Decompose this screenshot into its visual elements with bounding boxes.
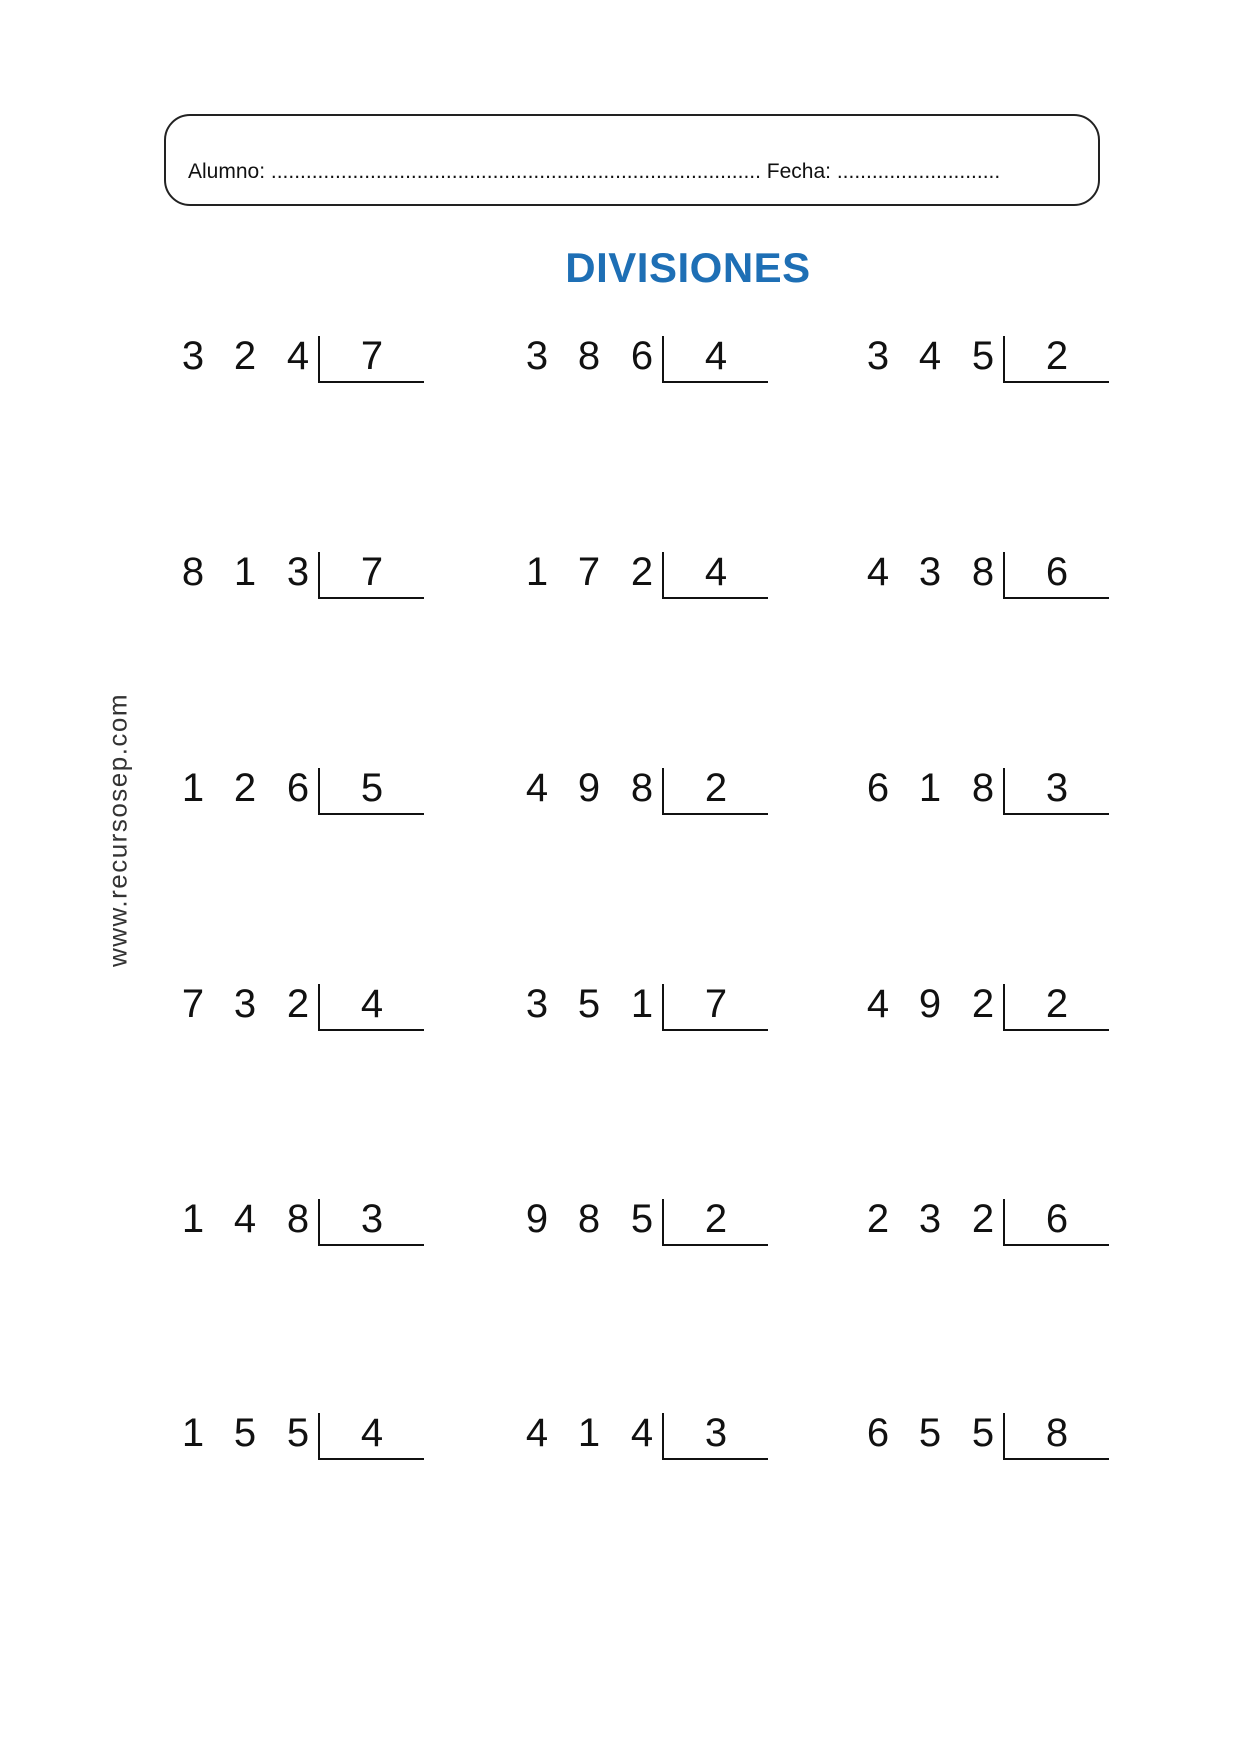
dividend-digit: 1 xyxy=(181,766,205,810)
divisor: 2 xyxy=(704,1197,728,1241)
dividend-digit: 3 xyxy=(918,1197,942,1241)
divisor: 2 xyxy=(704,766,728,810)
division-bracket xyxy=(1003,336,1109,383)
dividend-digit: 1 xyxy=(233,550,257,594)
dividend-digit: 3 xyxy=(525,334,549,378)
dividend-digit: 8 xyxy=(286,1197,310,1241)
dividend-digit: 1 xyxy=(181,1197,205,1241)
division-bracket xyxy=(662,552,768,599)
dividend-digit: 3 xyxy=(286,550,310,594)
divisor: 7 xyxy=(704,982,728,1026)
dividend-digit: 4 xyxy=(525,1411,549,1455)
dividend-digit: 2 xyxy=(286,982,310,1026)
division-problem xyxy=(863,978,1133,1038)
dividend-digit: 5 xyxy=(971,334,995,378)
dividend-digit: 1 xyxy=(918,766,942,810)
dividend-digit: 5 xyxy=(233,1411,257,1455)
division-bracket xyxy=(318,1199,424,1246)
student-date-line: Alumno: .................................................................................... Fecha: ............................ xyxy=(188,160,1001,183)
divisor: 2 xyxy=(1045,334,1069,378)
division-problem xyxy=(863,762,1133,822)
divisor: 4 xyxy=(360,982,384,1026)
division-bracket xyxy=(662,1199,768,1246)
dividend-digit: 5 xyxy=(971,1411,995,1455)
dividend-digit: 9 xyxy=(525,1197,549,1241)
dividend-digit: 4 xyxy=(866,982,890,1026)
division-bracket xyxy=(1003,1199,1109,1246)
divisor: 6 xyxy=(1045,1197,1069,1241)
dividend-digit: 4 xyxy=(525,766,549,810)
division-problem xyxy=(863,546,1133,606)
dividend-digit: 9 xyxy=(918,982,942,1026)
divisor: 6 xyxy=(1045,550,1069,594)
dividend-digit: 8 xyxy=(971,766,995,810)
divisor: 3 xyxy=(360,1197,384,1241)
dividend-digit: 8 xyxy=(577,1197,601,1241)
division-bracket xyxy=(662,1413,768,1460)
dividend-digit: 1 xyxy=(181,1411,205,1455)
divisor: 4 xyxy=(704,550,728,594)
divisor: 4 xyxy=(360,1411,384,1455)
divisor: 8 xyxy=(1045,1411,1069,1455)
page-title: DIVISIONES xyxy=(565,244,811,291)
dividend-digit: 1 xyxy=(525,550,549,594)
division-problem xyxy=(178,1193,448,1253)
website-watermark: www.recursosep.com xyxy=(102,692,133,968)
dividend-digit: 2 xyxy=(233,766,257,810)
dividend-digit: 6 xyxy=(866,1411,890,1455)
dividend-digit: 6 xyxy=(286,766,310,810)
division-problem xyxy=(522,762,792,822)
dividend-digit: 2 xyxy=(971,982,995,1026)
dividend-digit: 3 xyxy=(918,550,942,594)
division-bracket xyxy=(318,552,424,599)
dividend-digit: 2 xyxy=(866,1197,890,1241)
dividend-digit: 3 xyxy=(866,334,890,378)
division-problem xyxy=(178,546,448,606)
dividend-digit: 8 xyxy=(630,766,654,810)
dividend-digit: 4 xyxy=(866,550,890,594)
dividend-digit: 7 xyxy=(181,982,205,1026)
dividend-digit: 6 xyxy=(630,334,654,378)
division-bracket xyxy=(318,336,424,383)
division-problem xyxy=(522,1407,792,1467)
divisor: 7 xyxy=(360,550,384,594)
dividend-digit: 7 xyxy=(577,550,601,594)
dividend-digit: 5 xyxy=(918,1411,942,1455)
dividend-digit: 1 xyxy=(630,982,654,1026)
division-problem xyxy=(522,1193,792,1253)
divisor: 7 xyxy=(360,334,384,378)
divisor: 4 xyxy=(704,334,728,378)
division-problem xyxy=(178,762,448,822)
division-bracket xyxy=(1003,1413,1109,1460)
division-bracket xyxy=(662,984,768,1031)
division-bracket xyxy=(1003,552,1109,599)
division-problem xyxy=(178,1407,448,1467)
division-problem xyxy=(863,330,1133,390)
dividend-digit: 9 xyxy=(577,766,601,810)
divisor: 5 xyxy=(360,766,384,810)
dividend-digit: 2 xyxy=(630,550,654,594)
dividend-digit: 4 xyxy=(233,1197,257,1241)
division-bracket xyxy=(1003,984,1109,1031)
division-bracket xyxy=(318,768,424,815)
division-problem xyxy=(178,330,448,390)
dividend-digit: 5 xyxy=(630,1197,654,1241)
dividend-digit: 4 xyxy=(286,334,310,378)
divisor: 3 xyxy=(1045,766,1069,810)
dividend-digit: 8 xyxy=(577,334,601,378)
dividend-digit: 4 xyxy=(918,334,942,378)
division-problem xyxy=(522,330,792,390)
dividend-digit: 5 xyxy=(577,982,601,1026)
dividend-digit: 4 xyxy=(630,1411,654,1455)
dividend-digit: 5 xyxy=(286,1411,310,1455)
dividend-digit: 3 xyxy=(181,334,205,378)
dividend-digit: 3 xyxy=(525,982,549,1026)
dividend-digit: 1 xyxy=(577,1411,601,1455)
dividend-digit: 8 xyxy=(181,550,205,594)
division-bracket xyxy=(318,1413,424,1460)
divisor: 2 xyxy=(1045,982,1069,1026)
divisor: 3 xyxy=(704,1411,728,1455)
dividend-digit: 6 xyxy=(866,766,890,810)
division-bracket xyxy=(1003,768,1109,815)
division-problem xyxy=(863,1193,1133,1253)
division-bracket xyxy=(318,984,424,1031)
division-problem xyxy=(178,978,448,1038)
division-problem xyxy=(863,1407,1133,1467)
division-problem xyxy=(522,978,792,1038)
division-bracket xyxy=(662,336,768,383)
division-problem xyxy=(522,546,792,606)
division-bracket xyxy=(662,768,768,815)
dividend-digit: 8 xyxy=(971,550,995,594)
dividend-digit: 3 xyxy=(233,982,257,1026)
dividend-digit: 2 xyxy=(233,334,257,378)
dividend-digit: 2 xyxy=(971,1197,995,1241)
